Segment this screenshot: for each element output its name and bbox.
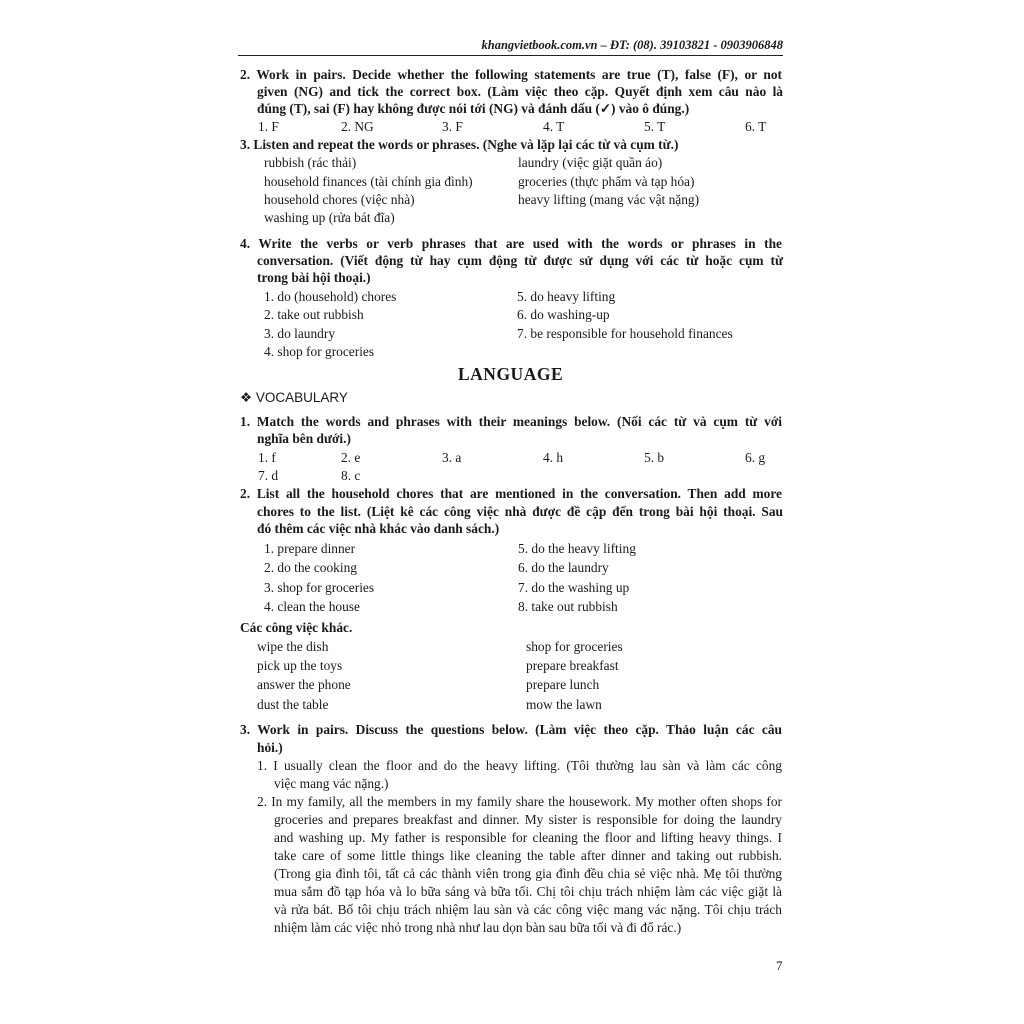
v1-answer: 1. f (258, 450, 276, 465)
ex3-word: rubbish (rác thải) (264, 155, 357, 170)
other-chores-title: Các công việc khác. (240, 620, 353, 635)
v1-answer: 3. a (442, 450, 462, 465)
v2-chore: 3. shop for groceries (264, 580, 375, 595)
ex2-answer: 5. T (644, 119, 666, 134)
ex2-answer: 4. T (543, 119, 565, 134)
ex4-item: 4. shop for groceries (264, 344, 375, 359)
v3-answer-2: groceries and prepares breakfast and dinner. My sister is responsible for doing the laundry (274, 812, 782, 827)
v2-chore: 4. clean the house (264, 599, 360, 614)
other-chore: dust the table (257, 697, 329, 712)
ex3-word: laundry (việc giặt quần áo) (518, 155, 663, 170)
v2-chore: 6. do the laundry (518, 560, 609, 575)
v2-line-2: chores to the list. (Liệt kê các công việc nhà được đề cập đến trong bài hội thoại. Sau (257, 504, 783, 519)
ex4-line-3: trong bài hội thoại.) (257, 270, 371, 285)
ex2-answer: 1. F (258, 119, 279, 134)
vocabulary-heading: ❖ VOCABULARY (240, 390, 348, 405)
v3-answer-2: take care of some little things like cleaning the table after dinner and taking out rubbish. (274, 848, 782, 863)
ex2-line-1: 2. Work in pairs. Decide whether the following statements are true (T), false (F), or not (240, 67, 782, 82)
v1-answer: 8. c (341, 468, 361, 483)
other-chore: mow the lawn (526, 697, 602, 712)
ex2-answer: 6. T (745, 119, 767, 134)
v3-answer-2: and washing up. My father is responsible for cleaning the floor and lifting heavy things. I (274, 830, 782, 845)
ex4-item: 3. do laundry (264, 326, 336, 341)
ex2-line-3: đúng (T), sai (F) hay không được nói tới (NG) và đánh dấu (✓) vào ô đúng.) (257, 101, 690, 116)
v3-answer-2: 2. In my family, all the members in my family share the housework. My mother often shops for (257, 794, 782, 809)
header-rule (238, 55, 783, 56)
other-chore: prepare breakfast (526, 658, 619, 673)
ex4-line-1: 4. Write the verbs or verb phrases that are used with the words or phrases in the (240, 236, 782, 251)
v2-line-1: 2. List all the household chores that are mentioned in the conversation. Then add more (240, 486, 782, 501)
ex3-word: household finances (tài chính gia đình) (264, 174, 473, 189)
other-chore: pick up the toys (257, 658, 343, 673)
v2-chore: 2. do the cooking (264, 560, 357, 575)
v3-line-1: 3. Work in pairs. Discuss the questions below. (Làm việc theo cặp. Thảo luận các câu (240, 722, 782, 737)
v3-answer-1: việc mang vác nặng.) (274, 776, 389, 791)
ex3-word: washing up (rửa bát đĩa) (264, 210, 395, 225)
v1-answer: 7. d (258, 468, 279, 483)
v2-line-3: đó thêm các việc nhà khác vào danh sách.) (257, 521, 500, 536)
ex4-item: 1. do (household) chores (264, 289, 397, 304)
page-number: 7 (776, 958, 783, 973)
other-chore: shop for groceries (526, 639, 623, 654)
ex2-line-2: given (NG) and tick the correct box. (Làm việc theo cặp. Quyết định xem câu nào là (257, 84, 783, 99)
v3-answer-2: (Trong gia đình tôi, tất cả các thành viên trong gia đình đều chia sẻ việc nhà. Mẹ tôi thường (274, 866, 782, 881)
v1-answer: 6. g (745, 450, 766, 465)
v3-line-2: hỏi.) (257, 740, 283, 755)
v2-chore: 7. do the washing up (518, 580, 630, 595)
other-chore: wipe the dish (257, 639, 329, 654)
v2-chore: 1. prepare dinner (264, 541, 356, 556)
ex3-title: 3. Listen and repeat the words or phrases. (Nghe và lặp lại các từ và cụm từ.) (240, 137, 679, 152)
ex4-line-2: conversation. (Viết động từ hay cụm động từ được sử dụng với các từ hoặc cụm từ (257, 253, 783, 268)
v3-answer-2: nhiệm làm các việc nhỏ trong nhà như lau dọn bàn sau bữa tối và đi đổ rác.) (274, 920, 682, 935)
ex4-item: 5. do heavy lifting (517, 289, 616, 304)
ex3-word: household chores (việc nhà) (264, 192, 415, 207)
section-title: LANGUAGE (458, 364, 564, 384)
v3-answer-2: mua sắm đồ tạp hóa và lo bữa sáng và bữa tối. Chị tôi chịu trách nhiệm làm các việc giặt là (274, 884, 782, 899)
ex4-item: 6. do washing-up (517, 307, 610, 322)
v2-chore: 5. do the heavy lifting (518, 541, 636, 556)
other-chore: prepare lunch (526, 677, 600, 692)
v1-answer: 2. e (341, 450, 361, 465)
v3-answer-2: và rửa bát. Bố tôi chịu trách nhiệm lau sàn và các công việc mang vác nặng. Tôi chịu trách (274, 902, 782, 917)
ex3-word: heavy lifting (mang vác vật nặng) (518, 192, 700, 207)
ex2-answer: 2. NG (341, 119, 374, 134)
v1-answer: 4. h (543, 450, 564, 465)
ex2-answer: 3. F (442, 119, 463, 134)
page-header: khangvietbook.com.vn – ĐT: (08). 39103821 - 0903906848 (481, 38, 783, 52)
v1-line-2: nghĩa bên dưới.) (257, 431, 351, 446)
v1-answer: 5. b (644, 450, 665, 465)
v3-answer-1: 1. I usually clean the floor and do the heavy lifting. (Tôi thường lau sàn và làm các công (257, 758, 782, 773)
ex4-item: 2. take out rubbish (264, 307, 364, 322)
v1-line-1: 1. Match the words and phrases with their meanings below. (Nối các từ và cụm từ với (240, 414, 782, 429)
ex4-item: 7. be responsible for household finances (517, 326, 733, 341)
ex3-word: groceries (thực phẩm và tạp hóa) (518, 174, 695, 189)
other-chore: answer the phone (257, 677, 351, 692)
v2-chore: 8. take out rubbish (518, 599, 618, 614)
